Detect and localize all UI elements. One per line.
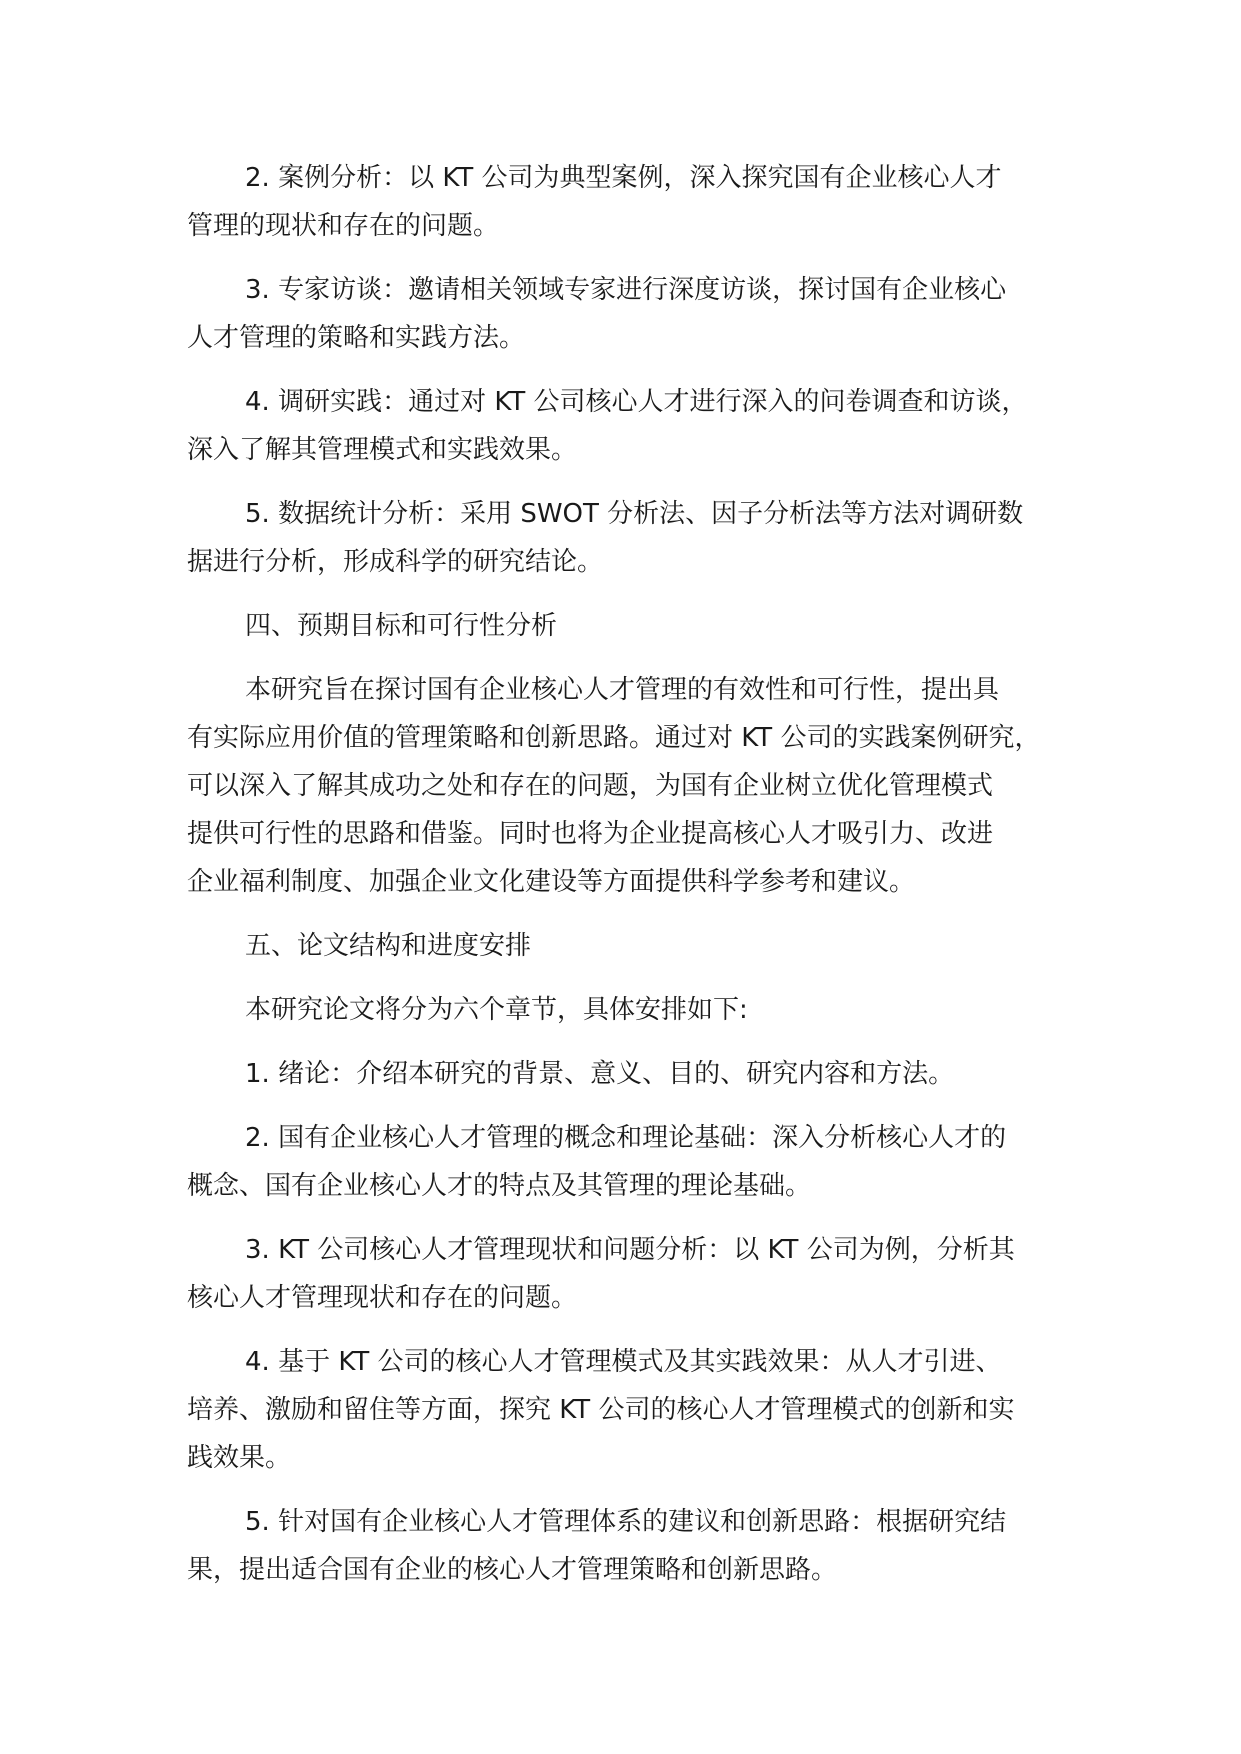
text-line: 概念、国有企业核心人才的特点及其管理的理论基础。: [187, 1171, 812, 1201]
paragraph-chapter-5: [187, 1498, 1067, 1594]
paragraph-structure-intro: [187, 986, 1067, 1034]
heading-text: 五、论文结构和进度安排: [245, 931, 532, 961]
text-line: 3. 专家访谈：邀请相关领域专家进行深度访谈，探讨国有企业核心: [245, 275, 1007, 305]
paragraph-chapter-3: [187, 1226, 1067, 1322]
paragraph-chapter-1: [187, 1050, 1067, 1098]
paragraph-method-expert-interview: [187, 266, 1067, 362]
heading-text: 四、预期目标和可行性分析: [245, 611, 558, 641]
text-line: 提供可行性的思路和借鉴。同时也将为企业提高核心人才吸引力、改进: [187, 819, 994, 849]
text-line: 践效果。: [187, 1443, 292, 1473]
text-line: 4. 调研实践：通过对 KT 公司核心人才进行深入的问卷调查和访谈，: [245, 387, 1028, 417]
document-body: [187, 154, 1067, 1610]
text-line: 果，提出适合国有企业的核心人才管理策略和创新思路。: [187, 1555, 838, 1585]
text-line: 有实际应用价值的管理策略和创新思路。通过对 KT 公司的实践案例研究，: [187, 723, 1041, 753]
text-line: 企业福利制度、加强企业文化建设等方面提供科学参考和建议。: [187, 867, 916, 897]
text-line: 培养、激励和留住等方面，探究 KT 公司的核心人才管理模式的创新和实: [187, 1395, 1015, 1425]
text-line: 5. 针对国有企业核心人才管理体系的建议和创新思路：根据研究结: [245, 1507, 1007, 1537]
text-line: 本研究旨在探讨国有企业核心人才管理的有效性和可行性，提出具: [245, 675, 1000, 705]
text-line: 4. 基于 KT 公司的核心人才管理模式及其实践效果：从人才引进、: [245, 1347, 1002, 1377]
text-line: 核心人才管理现状和存在的问题。: [187, 1283, 578, 1313]
text-line: 5. 数据统计分析：采用 SWOT 分析法、因子分析法等方法对调研数: [245, 499, 1024, 529]
paragraph-chapter-4: [187, 1338, 1067, 1482]
text-line: 可以深入了解其成功之处和存在的问题，为国有企业树立优化管理模式: [187, 771, 994, 801]
text-line: 3. KT 公司核心人才管理现状和问题分析：以 KT 公司为例，分析其: [245, 1235, 1015, 1265]
paragraph-method-field-research: [187, 378, 1067, 474]
paragraph-method-case-study: [187, 154, 1067, 250]
text-line: 据进行分析，形成科学的研究结论。: [187, 547, 604, 577]
section-heading-structure: [187, 922, 1067, 970]
paragraph-method-statistics: [187, 490, 1067, 586]
section-heading-goals: [187, 602, 1067, 650]
text-line: 2. 国有企业核心人才管理的概念和理论基础：深入分析核心人才的: [245, 1123, 1007, 1153]
paragraph-chapter-2: [187, 1114, 1067, 1210]
text-line: 管理的现状和存在的问题。: [187, 211, 500, 241]
text-line: 2. 案例分析：以 KT 公司为典型案例，深入探究国有企业核心人才: [245, 163, 1002, 193]
text-line: 本研究论文将分为六个章节，具体安排如下:: [245, 995, 748, 1025]
text-line: 人才管理的策略和实践方法。: [187, 323, 526, 353]
text-line: 1. 绪论：介绍本研究的背景、意义、目的、研究内容和方法。: [245, 1059, 955, 1089]
text-line: 深入了解其管理模式和实践效果。: [187, 435, 578, 465]
paragraph-goals-body: [187, 666, 1067, 906]
